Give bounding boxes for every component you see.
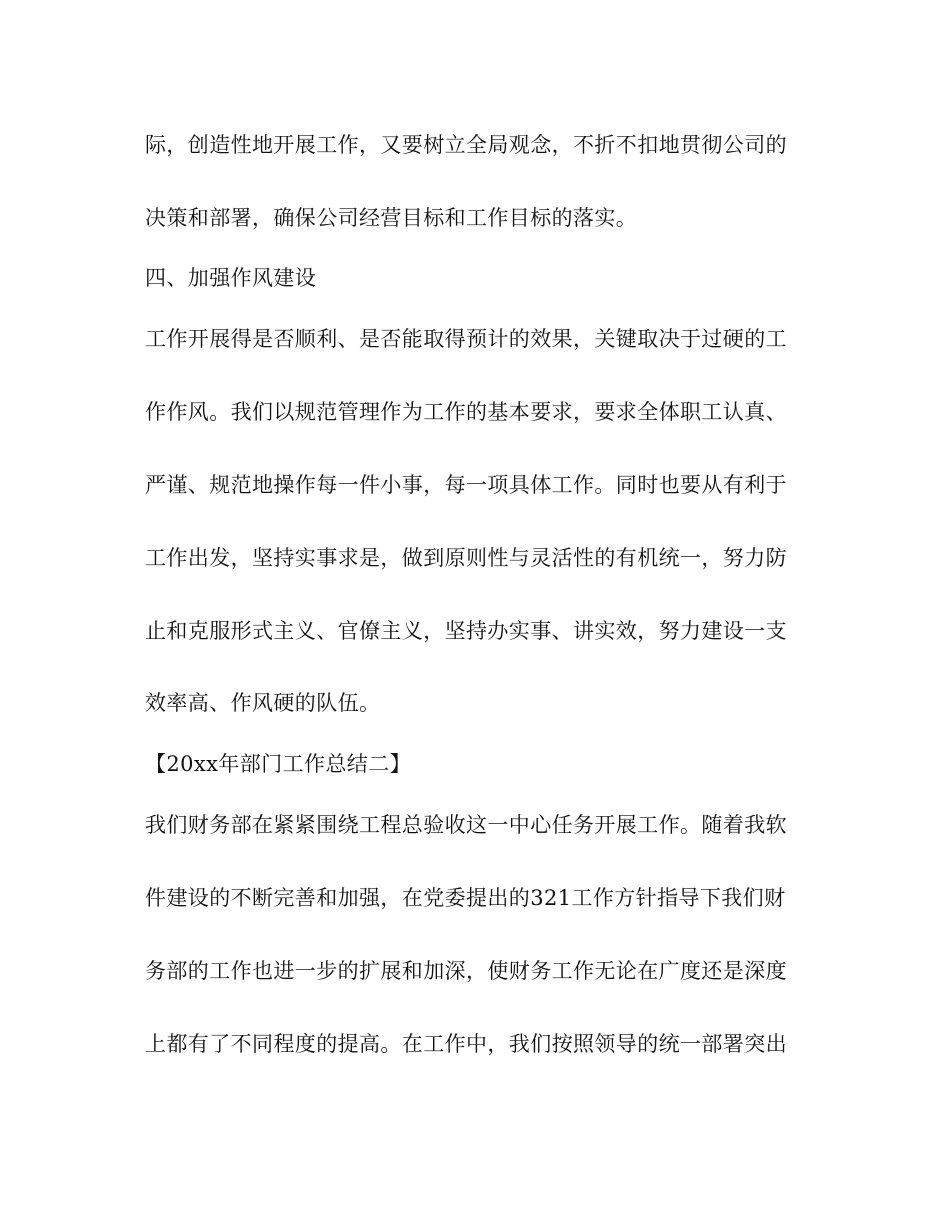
paragraph-line: 务部的工作也进一步的扩展和加深，使财务工作无论在广度还是深度 <box>145 959 787 983</box>
paragraph-line: 件建设的不断完善和加强，在党委提出的321工作方针指导下我们财 <box>145 886 786 910</box>
paragraph-line: 际，创造性地开展工作，又要树立全局观念，不折不扣地贯彻公司的 <box>145 133 787 157</box>
paragraph-line: 决策和部署，确保公司经营目标和工作目标的落实。 <box>145 206 638 230</box>
paragraph-line: 工作开展得是否顺利、是否能取得预计的效果，关键取决于过硬的工 <box>145 327 787 351</box>
paragraph-line: 效率高、作风硬的队伍。 <box>145 691 381 715</box>
paragraph-line: 我们财务部在紧紧围绕工程总验收这一中心任务开展工作。随着我软 <box>145 813 787 837</box>
section-heading: 【20xx年部门工作总结二】 <box>145 752 412 776</box>
paragraph-line: 严谨、规范地操作每一件小事，每一项具体工作。同时也要从有利于 <box>145 473 787 497</box>
paragraph-line: 作作风。我们以规范管理作为工作的基本要求，要求全体职工认真、 <box>145 400 787 424</box>
paragraph-line: 工作出发，坚持实事求是，做到原则性与灵活性的有机统一，努力防 <box>145 546 787 570</box>
paragraph-line: 上都有了不同程度的提高。在工作中，我们按照领导的统一部署突出 <box>145 1032 787 1056</box>
section-heading: 四、加强作风建设 <box>145 266 317 290</box>
paragraph-line: 止和克服形式主义、官僚主义，坚持办实事、讲实效，努力建设一支 <box>145 619 787 643</box>
